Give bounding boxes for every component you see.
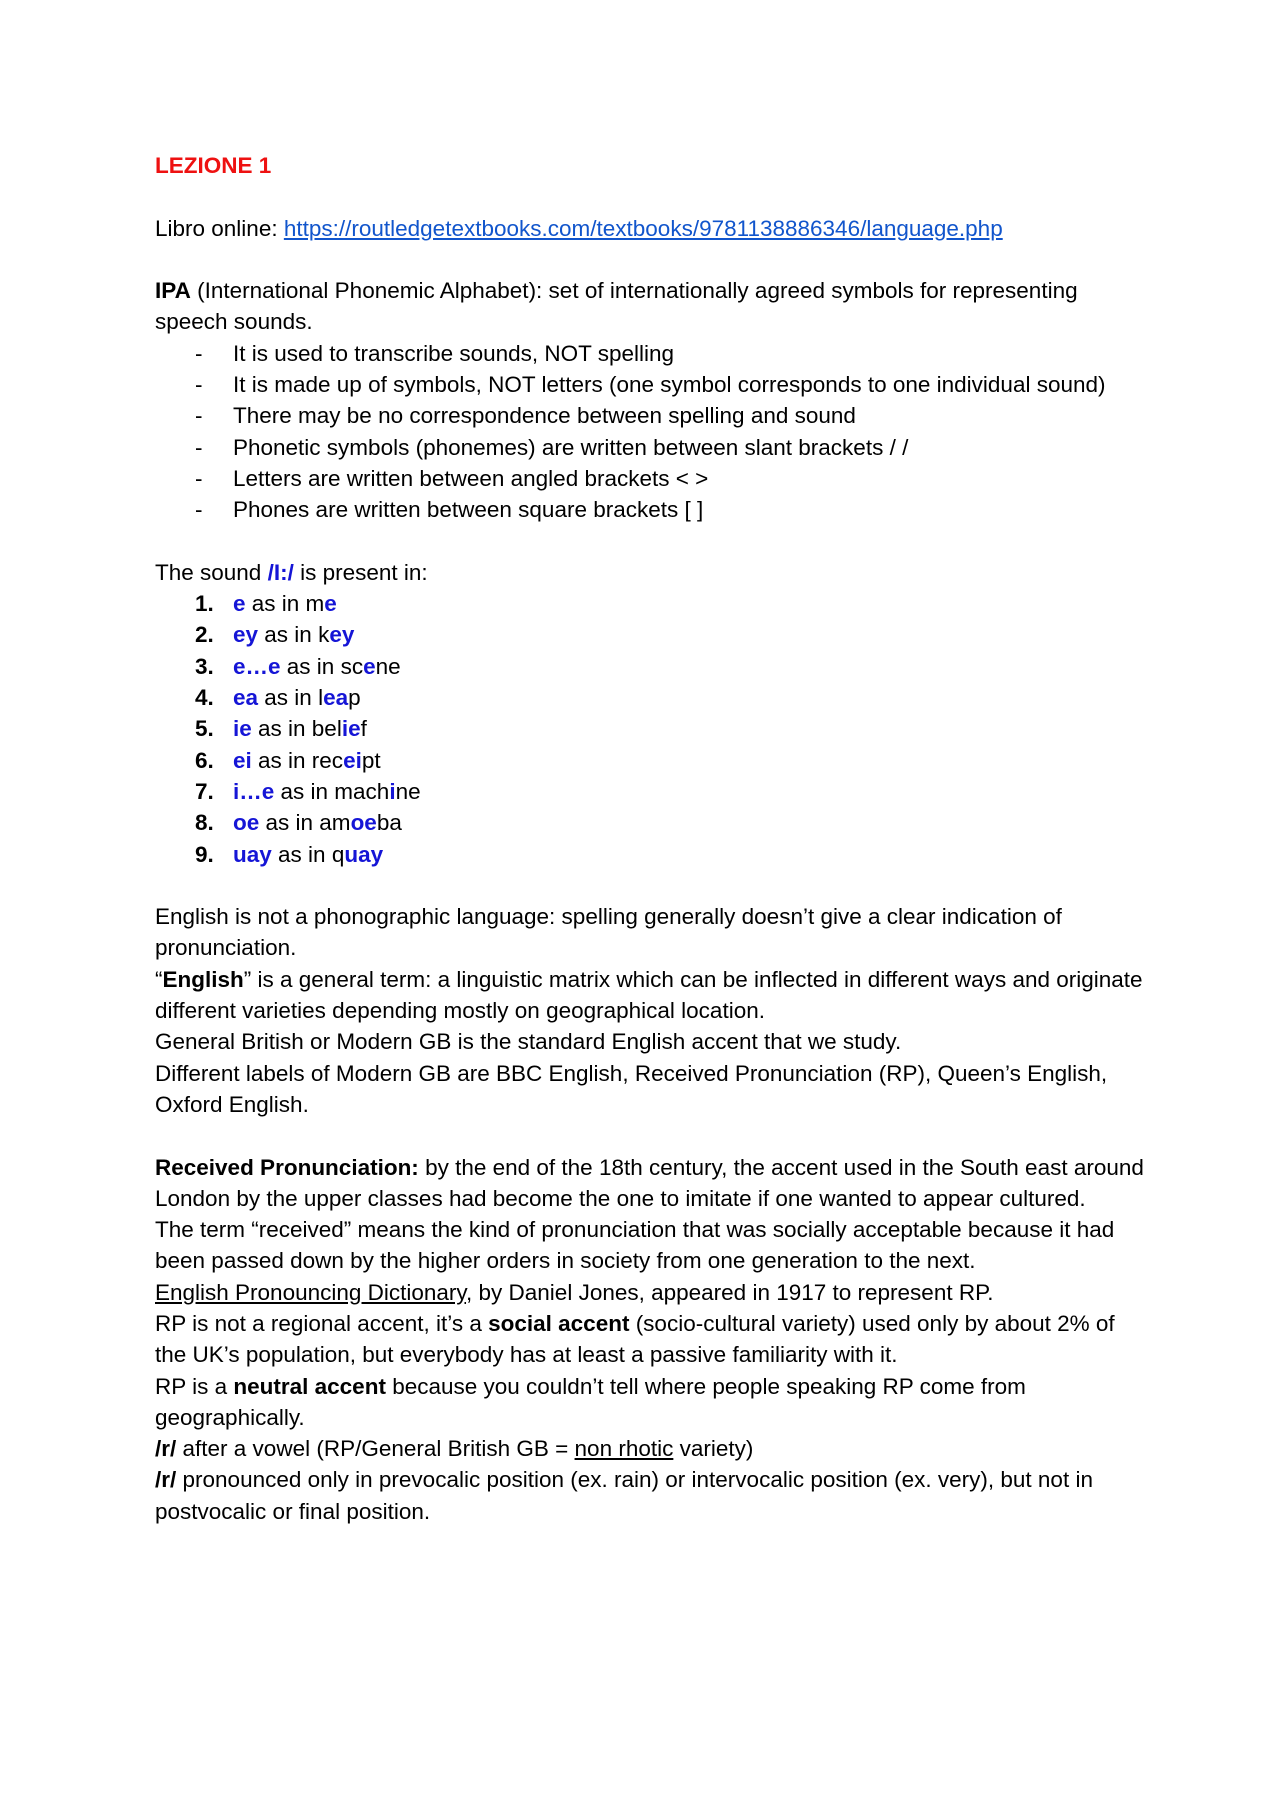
list-item [195, 776, 1145, 807]
list-item: - It is used to transcribe sounds, NOT spelling [195, 338, 1145, 369]
word-highlight: ey [329, 622, 355, 648]
item-mid: as in [280, 653, 341, 679]
ipa-term: IPA [155, 278, 191, 304]
paragraph [155, 1308, 1145, 1371]
item-mid: as in [258, 622, 319, 648]
sound-intro-suffix: is present in: [293, 559, 428, 585]
paragraph [155, 1433, 1145, 1464]
paragraph-text: pronounced only in prevocalic position (ex. rain) or intervocalic position (ex. very), but not in postvocalic or final position. [155, 1467, 1093, 1524]
word-part: f [360, 716, 367, 742]
spelling-list [155, 588, 1145, 870]
list-item: - Letters are written between angled brackets < > [195, 463, 1145, 494]
sound-intro-prefix: The sound [155, 559, 268, 585]
paragraph [155, 1277, 1145, 1308]
list-item [195, 682, 1145, 713]
word-highlight: i [389, 778, 396, 804]
word-highlight: ei [343, 747, 362, 773]
list-item [195, 839, 1145, 870]
document-page [155, 150, 1145, 1527]
dictionary-title: English Pronouncing Dictionary [155, 1279, 467, 1305]
social-accent-term: social accent [488, 1310, 630, 1336]
word-part: bel [311, 716, 342, 742]
sound-symbol: /I:/ [267, 559, 294, 585]
item-number: 7. [195, 778, 214, 804]
item-mid: as in [274, 778, 335, 804]
page-title: LEZIONE 1 [155, 153, 272, 178]
paragraph-text: , by Daniel Jones, appeared in 1917 to represent RP. [466, 1279, 994, 1305]
ipa-definition-text: (International Phonemic Alphabet): set of internationally agreed symbols for representing speech sounds. [155, 278, 1078, 335]
paragraph-text: ” is a general term: a linguistic matrix which can be inflected in different ways and originate different varieties depending mostly on geographical location. [155, 966, 1143, 1024]
list-item [195, 807, 1145, 838]
r-symbol: /r/ [155, 1436, 177, 1462]
word-part: rec [311, 747, 344, 773]
word-highlight: ie [341, 716, 361, 742]
word-highlight: e [324, 591, 337, 617]
item-number: 3. [195, 653, 214, 679]
ipa-bullet-list [155, 338, 1145, 526]
list-item: - There may be no correspondence between spelling and sound [195, 400, 1145, 431]
item-spelling: ey [233, 622, 259, 648]
paragraph-text: RP is not a regional accent, it’s a [155, 1310, 489, 1336]
item-spelling: oe [233, 810, 260, 836]
list-item [195, 619, 1145, 650]
item-mid: as in [259, 810, 320, 836]
list-item [195, 651, 1145, 682]
ipa-definition [155, 275, 1145, 338]
item-spelling: e…e [233, 653, 281, 679]
list-item: - Phones are written between square brackets [ ] [195, 494, 1145, 525]
word-part: mach [334, 778, 390, 804]
item-spelling: uay [233, 841, 272, 867]
rp-definition [155, 1152, 1145, 1215]
item-spelling: i…e [233, 778, 275, 804]
paragraph [155, 1464, 1145, 1527]
word-highlight: e [363, 653, 376, 679]
paragraph: The term “received” means the kind of pronunciation that was socially acceptable because it had been passed down by the higher orders in society from one generation to the next. [155, 1217, 1115, 1274]
list-item [195, 588, 1145, 619]
word-part: sc [340, 653, 364, 679]
paragraph-text: because you couldn’t tell where people speaking RP come from geographically. [155, 1373, 1026, 1430]
item-mid: as in [251, 716, 312, 742]
item-spelling: ea [233, 685, 259, 711]
item-number: 2. [195, 622, 214, 648]
list-item: - Phonetic symbols (phonemes) are written between slant brackets / / [195, 432, 1145, 463]
word-part: am [319, 810, 351, 836]
online-book-label: Libro online: [155, 215, 284, 241]
word-highlight: oe [350, 810, 377, 836]
item-mid: as in [245, 591, 306, 617]
quote-open: “ [155, 966, 163, 992]
item-number: 5. [195, 716, 214, 742]
paragraph: English is not a phonographic language: spelling generally doesn’t give a clear indication of pronunciation. [155, 904, 1062, 961]
word-part: ne [395, 778, 421, 804]
item-mid: as in [251, 747, 312, 773]
word-highlight: ea [323, 685, 349, 711]
online-book-line [155, 213, 1145, 244]
rp-term: Received Pronunciation: [155, 1154, 419, 1180]
item-spelling: ie [233, 716, 252, 742]
item-number: 9. [195, 841, 214, 867]
paragraph: Different labels of Modern GB are BBC English, Received Pronunciation (RP), Queen’s English, Oxford English. [155, 1060, 1108, 1117]
item-mid: as in [271, 841, 332, 867]
list-item [195, 713, 1145, 744]
sound-intro [155, 557, 1145, 588]
list-item [195, 745, 1145, 776]
word-part: pt [361, 747, 381, 773]
word-part: k [318, 622, 330, 648]
paragraph-text: variety) [673, 1436, 754, 1462]
word-part: m [305, 591, 325, 617]
item-spelling: ei [233, 747, 252, 773]
paragraph-text: after a vowel (RP/General British GB = [176, 1436, 575, 1462]
neutral-accent-term: neutral accent [233, 1373, 386, 1399]
word-part: q [331, 841, 345, 867]
paragraph-text: (socio-cultural variety) used only by about 2% of the UK’s population, but everybody has at least a passive familiarity with it. [155, 1310, 1115, 1368]
word-part: p [348, 685, 361, 711]
word-highlight: uay [344, 841, 384, 867]
item-number: 4. [195, 685, 214, 711]
paragraph [155, 964, 1145, 1027]
paragraph [155, 1371, 1145, 1434]
online-book-link[interactable]: https://routledgetextbooks.com/textbooks/9781138886346/language.php [283, 215, 1003, 241]
item-number: 8. [195, 810, 214, 836]
word-part: ne [375, 653, 401, 679]
non-rhotic-term: non rhotic [574, 1436, 674, 1462]
item-number: 6. [195, 747, 214, 773]
r-symbol: /r/ [155, 1467, 177, 1493]
word-part: l [318, 685, 324, 711]
list-item: - It is made up of symbols, NOT letters (one symbol corresponds to one individual sound) [195, 369, 1145, 400]
paragraph-text: RP is a [155, 1373, 234, 1399]
word-part: ba [376, 810, 402, 836]
paragraph: General British or Modern GB is the standard English accent that we study. [155, 1029, 902, 1055]
rp-definition-text: by the end of the 18th century, the accent used in the South east around London by the upper classes had become the one to imitate if one wanted to appear cultured. [155, 1154, 1144, 1211]
item-spelling: e [233, 591, 246, 617]
english-term: English [162, 966, 244, 992]
item-mid: as in [258, 685, 319, 711]
item-number: 1. [195, 591, 214, 617]
